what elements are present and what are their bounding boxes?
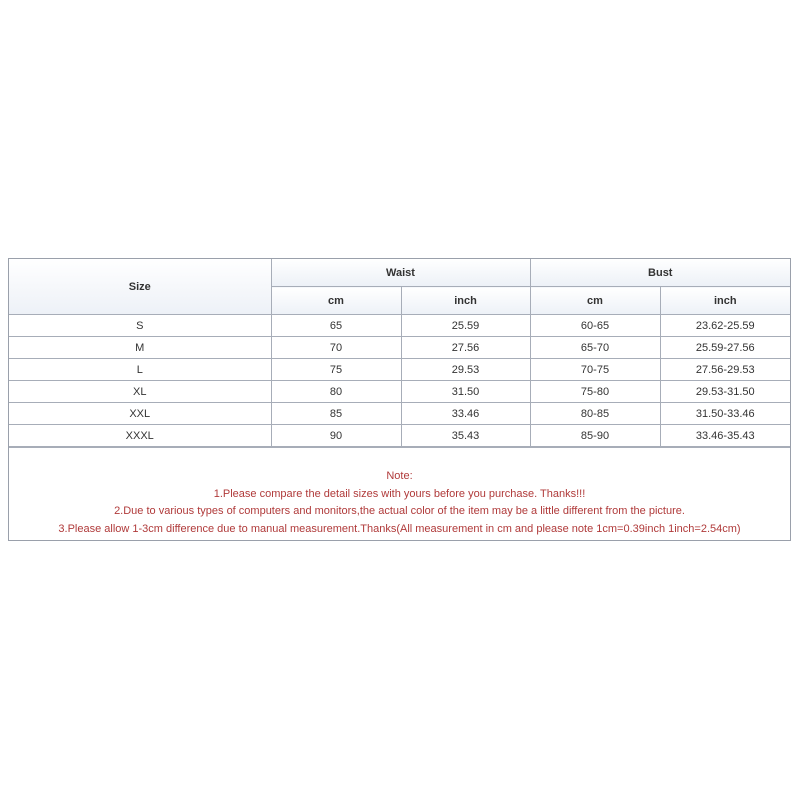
cell-waist-cm: 90 [271,425,401,447]
size-table-body [9,315,790,447]
note-line-3: 3.Please allow 1-3cm difference due to manual measurement.Thanks(All measurement in cm and please note 1cm=0.39inch 1inch=2.54cm) [58,522,741,535]
note-line-1: 1.Please compare the detail sizes with yours before you purchase. Thanks!!! [213,487,586,500]
table-row [9,425,790,447]
cell-bust-cm: 85-90 [530,425,660,447]
note-line-2: 2.Due to various types of computers and monitors,the actual color of the item may be a little different from the picture. [114,505,685,517]
cell-waist-cm: 80 [271,381,401,403]
cell-bust-inch: 31.50-33.46 [660,403,790,425]
table-row [9,381,790,403]
size-table [9,259,790,447]
cell-waist-inch: 29.53 [401,359,530,381]
cell-bust-inch: 27.56-29.53 [660,359,790,381]
table-row [9,337,790,359]
cell-bust-inch: 23.62-25.59 [660,315,790,337]
cell-bust-inch: 33.46-35.43 [660,425,790,447]
cell-size: M [9,337,271,359]
cell-bust-cm: 80-85 [530,403,660,425]
cell-waist-inch: 33.46 [401,403,530,425]
cell-size: L [9,359,271,381]
cell-waist-cm: 85 [271,403,401,425]
table-row [9,315,790,337]
header-bust-inch: inch [660,287,790,315]
table-row [9,403,790,425]
header-waist-inch: inch [401,287,530,315]
header-bust: Bust [530,259,790,287]
note-title: Note: [386,470,413,482]
header-bust-cm: cm [530,287,660,315]
header-waist-cm: cm [271,287,401,315]
header-waist: Waist [271,259,530,287]
cell-bust-cm: 75-80 [530,381,660,403]
cell-bust-cm: 70-75 [530,359,660,381]
cell-waist-cm: 70 [271,337,401,359]
cell-bust-cm: 60-65 [530,315,660,337]
cell-bust-inch: 25.59-27.56 [660,337,790,359]
cell-waist-inch: 31.50 [401,381,530,403]
cell-size: XXXL [9,425,271,447]
cell-bust-inch: 29.53-31.50 [660,381,790,403]
notes-section [9,447,790,540]
size-chart [8,258,791,541]
table-row [9,359,790,381]
cell-bust-cm: 65-70 [530,337,660,359]
header-size: Size [9,259,271,315]
header-row [9,259,790,287]
cell-waist-cm: 75 [271,359,401,381]
cell-waist-inch: 35.43 [401,425,530,447]
cell-waist-inch: 27.56 [401,337,530,359]
cell-waist-inch: 25.59 [401,315,530,337]
cell-size: XXL [9,403,271,425]
cell-size: S [9,315,271,337]
cell-waist-cm: 65 [271,315,401,337]
cell-size: XL [9,381,271,403]
